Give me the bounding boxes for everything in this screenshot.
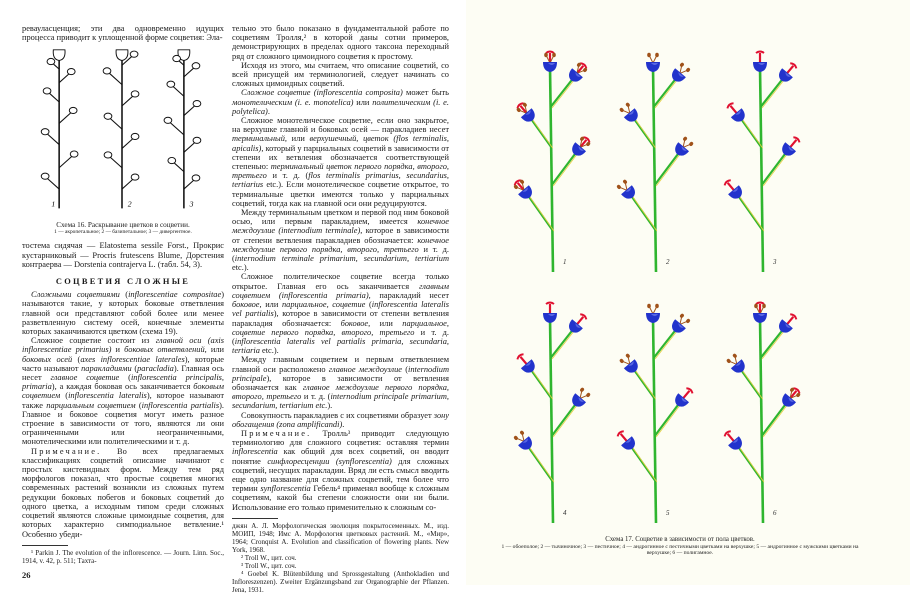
branch-stem [762, 153, 786, 185]
stigma-icon [756, 52, 764, 54]
text-run: и т. д. ( [232, 327, 450, 346]
flower-icon [779, 134, 803, 159]
footnote: ² Troll W., цит. соч. [241, 553, 297, 562]
anther-icon [544, 53, 548, 57]
text-run: etc.). [232, 263, 249, 273]
text-run: . [342, 419, 345, 429]
branch-highlight [740, 197, 764, 231]
branch-highlight [530, 197, 554, 231]
anther-icon [754, 304, 758, 308]
italic-term: терминальный [232, 134, 285, 144]
text-run: Сложное монотелическое соцветие, если оно закрытое, на верхушке главной и боковых осей — паракладиев несет [232, 116, 449, 135]
italic-term: inflorescentia [232, 447, 278, 457]
corolla-icon [621, 185, 638, 202]
text-run: ( [72, 354, 81, 364]
text-run: , который у парциальных соцветий в зависимости от степени их ветвления обозначается соответствующей степенью: [232, 143, 449, 172]
branch-highlight [762, 80, 784, 108]
anther-icon [619, 107, 625, 113]
italic-term: Сложными соцветиями [31, 290, 120, 300]
anther-icon [726, 358, 732, 364]
branch-stem [531, 370, 551, 398]
anther-icon [647, 53, 651, 57]
text-run: для сложных соцветий, несущих паракладии. Вряд ли есть смысл вводить еще одно название для сложных соцветий, тем более что термин [232, 456, 449, 494]
figure-label: 1 [563, 258, 567, 266]
scheme-16-legend: 1 — акропетальное; 2 — базипетальное; 3 — дивергентное. [54, 229, 192, 236]
footnote: ⁴ Goebel K. Blütenbildung und Sprossgestaltung (Anthokladien und Infloreszenzen). Zweiter Ergänzungsband zur Organographie der Pflanzen. Jena, 1931. [232, 569, 449, 594]
text-run: , паракладий несет [368, 290, 449, 300]
text-run: Гебель⁴ применял вообще к сложным соцветиям, какой бы степени сложности они ни были. Использование его только применительно к сложным со- [232, 484, 449, 512]
text-run: Во всех предлагаемых классификациях соцветий описание начинают с простых кистевидных форм. Между тем ряд морфологов показал, что простые соцветия многих современных растений возникли из сложных путем редукции боковых побегов и боковых соцветий до одного цветка, а исходным типом среди сложных соцветий являются сложные цимоидные соцветия, для которых характерно симподиальное ветвление.¹ Особенно убеди- [22, 446, 224, 539]
flower-icon [566, 311, 590, 336]
anther-icon [679, 313, 685, 319]
italic-term: internodium principale [232, 364, 449, 383]
left-footnotes [22, 549, 224, 565]
text-run: как общий для всех соцветий, он вводит понятие [232, 447, 449, 466]
flower-icon [669, 61, 692, 85]
branch-highlight [553, 405, 577, 437]
text-run: ( [119, 373, 131, 383]
main-stem [760, 318, 763, 523]
branch-stem [738, 196, 762, 230]
branch-stem [654, 79, 676, 107]
text-run: Тролль³ приводит следующую терминологию для сложного соцветия: оставляя термин [232, 428, 449, 448]
italic-term: главной оси (axis inflorescentiae primarius) [22, 336, 224, 355]
main-stem [653, 67, 656, 272]
anther-icon [519, 430, 525, 436]
flower-icon [514, 100, 538, 125]
branch-stem [634, 370, 654, 398]
text-run: , [446, 318, 449, 328]
branch-stem [738, 447, 762, 481]
text-run: Сложное соцветие состоит из [31, 336, 156, 346]
text-run: ( [135, 400, 142, 410]
footnote: джян А. Л. Морфологическая эволюция покрытосеменных. М., изд. МОИП, 1948; Имс А. Морфология цветковых растений. М., «Мир», 1964; Cronquist A. Evolution and classification of flowering plants. New York, 1968. [232, 521, 449, 554]
italic-term: Сложное соцветие (inflorescentia composita) [241, 88, 403, 98]
text-run: и т. д. ( [266, 171, 309, 181]
text-run: ), а каждая боковая ось заканчивается [51, 382, 194, 392]
branch-stem [654, 330, 676, 358]
text-run: , которое в зависимости от степени ветвления паракладиев обозначается: [232, 226, 449, 245]
branch-stem [552, 153, 576, 185]
branch-stem [634, 119, 654, 147]
pistil-icon [790, 140, 796, 148]
anther-icon [655, 304, 659, 308]
branch-highlight [763, 405, 787, 437]
after-figure-text: тостема сидячая — Elatostema sessile Forst., Прокрис кустарниковый — Procris frutescens Blume, Дорстения контраерва — Dorstenia contrajerva L. (табл. 54, 3). [22, 241, 224, 269]
branch-stem [528, 447, 552, 481]
main-stem [550, 67, 553, 272]
main-stem [550, 318, 553, 523]
italic-term: боковых ответвлений [124, 345, 205, 355]
anther-icon [552, 53, 556, 57]
italic-term: internodium principale primarium, secundarium, tertiarium etc. [232, 392, 449, 411]
text-run: Между главным соцветием и первым ответвлением главной оси расположено [232, 355, 449, 374]
italic-term: inflorescentia lateralis vel partialis [232, 300, 449, 319]
anther-icon [513, 435, 519, 441]
pistil-icon [728, 434, 734, 442]
stigma-icon [756, 303, 764, 305]
text-run: ). Главное и боковое соцветия могут иметь разное строение в зависимости от того, являются ли они ограниченными или неограниченными, монотелическими или полителическими и т. д. [22, 400, 225, 447]
anther-icon [682, 136, 688, 142]
branch-stem [551, 79, 573, 107]
italic-term: цветок (flos terminalis, apicalis) [232, 134, 449, 153]
branch-highlight [762, 331, 784, 359]
italic-term: конечное междоузлие первого порядка, второго, третьего [232, 235, 449, 254]
branch-stem [761, 330, 783, 358]
text-run: ), которое в зависимости от степени ветвления паракладия обозначается: [232, 309, 449, 328]
italic-term: боковое [232, 300, 260, 310]
italic-term: паракладиями [81, 363, 132, 373]
text-run: . [267, 106, 270, 116]
page-number: 26 [22, 569, 31, 580]
anther-icon [655, 53, 659, 57]
flower-icon [566, 60, 590, 85]
text-run: ) называются такие, у которых боковые ответвления главной оси представляют собой более или менее разветвленную систему осей, конечные элементы которых заканчиваются цветком (схема 19). [22, 290, 224, 337]
text-run: etc.). [259, 346, 279, 356]
italic-term: главным соцветием (inflorescentia primaria) [232, 281, 449, 300]
note-label: Примечание. [31, 446, 102, 456]
corolla-icon [731, 359, 748, 376]
branch-stem [551, 330, 573, 358]
text-run: ). [327, 401, 333, 411]
italic-term: inflorescentia principalis, primaria [22, 373, 224, 392]
italic-term: синфлоресценции (synflorescentia) [267, 456, 392, 466]
branch-stem [741, 119, 761, 147]
italic-term: полителическим (i. e. polytelica) [232, 97, 449, 116]
figure-label: 2 [666, 258, 670, 266]
anther-icon [732, 353, 738, 359]
italic-term: парциальным соцветием [46, 400, 136, 410]
text-run: тельно это было показано в фундаментальной работе по соцветиям Тролля,² в которой даны сотни примеров, демонстрирующих в пределах одного таксона переходный ряд от сложного цимоидного соцветия к простому. [232, 24, 449, 61]
anther-icon [619, 358, 625, 364]
italic-term: flos terminalis primarius, secundarius, tertiarius [232, 171, 449, 190]
flower-icon [753, 52, 767, 73]
pistil-icon [577, 317, 583, 325]
flower-icon [669, 312, 692, 336]
branch-stem [741, 370, 761, 398]
figure-label: 6 [773, 509, 777, 517]
italic-term: боковых осей [22, 354, 73, 364]
branch-stem [762, 404, 786, 436]
footnote: ¹ Parkin J. The evolution of the inflorescence. — Journ. Linn. Soc., 1914, v. 42, p. 511; Тахта- [22, 548, 224, 565]
pistil-icon [728, 183, 734, 191]
anther-icon [647, 304, 651, 308]
italic-term: главное соцветие [50, 373, 120, 383]
corolla-icon [624, 359, 641, 376]
flower-icon [776, 60, 800, 85]
text-run: может быть [402, 88, 449, 98]
pistil-icon [787, 317, 793, 325]
flower-icon [511, 177, 535, 202]
flower-icon [646, 304, 660, 323]
branch-highlight [552, 80, 574, 108]
scheme-16-caption: Схема 16. Раскрывание цветков в соцветии. [56, 221, 190, 230]
flower-icon [569, 386, 592, 410]
anther-icon [622, 179, 628, 185]
branch-stem [655, 404, 679, 436]
text-run: , или [284, 134, 310, 144]
branch-highlight [633, 448, 657, 482]
text-run: Исходя из этого, мы считаем, что описание соцветий, со всей присущей им терминологией, следует начинать со сложных цимоидных соцветий. [232, 60, 449, 89]
italic-term: inflorescentia partialis [141, 400, 220, 410]
italic-term: конечное междоузлие (internodium terminale) [232, 217, 449, 236]
flower-icon [618, 352, 641, 376]
flower-icon [514, 351, 538, 376]
anther-icon [679, 62, 685, 68]
branch-highlight [740, 448, 764, 482]
note-label: Примечание. [241, 428, 312, 438]
flower-icon [512, 429, 535, 453]
pistil-icon [520, 357, 526, 365]
flower-icon [618, 101, 641, 125]
stigma-icon [546, 303, 554, 305]
text-run: ( [119, 290, 129, 300]
italic-term: парциальное [402, 318, 447, 328]
flower-icon [721, 177, 745, 202]
corolla-icon [624, 108, 641, 125]
text-run: ( [401, 364, 409, 374]
branch-highlight [656, 405, 680, 437]
italic-term: inflorescentia lateralis vel partialis primaria, secundaria, tertiaria [232, 336, 449, 356]
branch-stem [528, 196, 552, 230]
text-run: , или [204, 345, 225, 355]
figure-label: 3 [773, 258, 777, 266]
text-run: ( [131, 363, 138, 373]
pistil-icon [621, 434, 627, 442]
figure-label: 1 [51, 199, 56, 209]
branch-stem [631, 196, 655, 230]
text-run: Между терминальным цветком и первой под ним боковой осью, или первым паракладием, имеется [232, 208, 449, 227]
scheme-17-caption-block [470, 536, 890, 556]
italic-term: соцветие первого порядка, второго, третьего [232, 327, 415, 337]
branch-highlight [530, 448, 554, 482]
pistil-icon [683, 391, 689, 399]
text-run: , [356, 134, 364, 144]
main-stem [760, 67, 763, 272]
anther-icon [762, 304, 766, 308]
branch-stem [531, 119, 551, 147]
figure-label: 3 [189, 199, 194, 209]
italic-term: главное междоузлие [328, 364, 402, 374]
flower-icon [672, 385, 696, 410]
italic-term: inflorescentia lateralis [68, 391, 147, 401]
italic-term: internodium terminale primarium, secundarium, tertiarium [234, 254, 449, 264]
flower-icon [779, 385, 803, 410]
text-run: , или [259, 300, 282, 310]
corolla-icon [518, 436, 535, 453]
text-run: ( [60, 391, 69, 401]
text-run: etc.). Если монотелическое соцветие открытое, то терминальные цветки имеются только у парциальных соцветий, тогда как на главной оси они редуцируются. [232, 180, 449, 208]
branch-stem [761, 79, 783, 107]
flower-icon [543, 52, 557, 73]
flower-icon [672, 135, 695, 159]
text-run: или [353, 97, 373, 107]
italic-term: верхушечный [309, 134, 357, 144]
italic-term: терминальный цветок первого порядка, второго, третьего [232, 162, 449, 181]
main-stem [653, 318, 656, 523]
text-run: ). Главная ось несет [22, 363, 224, 383]
italic-term: зону обогащения (zona amplificandi) [232, 410, 449, 429]
branch-highlight [633, 197, 657, 231]
scheme-17-legend: 1 — обоеполое; 2 — тычиночное; 3 — пестичное; 4 — андрогинное с пестичными цветками на верхушке; 5 — андрогинное с мужскими цветками на верхушке; 6 — полигамное. [501, 544, 859, 556]
text-run: ), которое называют также [22, 391, 224, 410]
italic-term: главное междоузлие первого порядка, второго, третьего [232, 382, 449, 402]
branch-highlight [552, 331, 574, 359]
anther-icon [579, 387, 585, 393]
flower-icon [646, 53, 660, 72]
anther-icon [625, 102, 631, 108]
text-run: ( [365, 300, 372, 310]
anther-icon [688, 141, 694, 147]
anther-icon [625, 353, 631, 359]
figure-label: 2 [127, 199, 132, 209]
branch-stem [552, 404, 576, 436]
flower-icon [543, 303, 557, 324]
flower-icon [721, 428, 745, 453]
text-run: ), которое в зависимости от ветвления обозначается как [232, 373, 449, 392]
branch-highlight [656, 154, 680, 186]
stigma-icon [546, 52, 554, 54]
scheme-17-caption: Схема 17. Соцветие в зависимости от пола цветков. [605, 536, 755, 543]
flower-icon [615, 178, 638, 202]
figure-label: 4 [563, 509, 567, 517]
italic-term: paracladia [137, 363, 174, 373]
italic-term: боковое [340, 318, 369, 328]
section-heading: СОЦВЕТИЯ СЛОЖНЫЕ [55, 277, 191, 287]
branch-highlight [553, 154, 577, 186]
intro-text: ревауласценция; эти два одновременно идущих процесса приводит к уплощенной форме соцветия: Эла- [22, 24, 224, 43]
flower-icon [614, 428, 638, 453]
italic-term: боковым соцветием [22, 382, 224, 401]
branch-stem [655, 153, 679, 185]
branch-stem [631, 447, 655, 481]
flower-icon [569, 134, 593, 159]
footnote-divider [22, 545, 68, 546]
anther-icon [585, 392, 591, 398]
italic-term: монотелическим (i. e. monotelica) [232, 97, 354, 107]
text-run: и т. д. ( [232, 244, 449, 264]
pistil-icon [730, 106, 736, 114]
text-run: Сложное полителическое соцветие всегда только открытое. Главная его ось заканчивается [232, 272, 449, 291]
flower-icon [776, 311, 800, 336]
anther-icon [685, 67, 691, 73]
anther-icon [616, 184, 622, 190]
flower-icon [725, 352, 748, 376]
text-run: Совокупность паракладиев с их соцветиями образует [241, 410, 434, 420]
footnote: ³ Troll W., цит. соч. [241, 561, 297, 570]
text-run: ), которые часто называют [22, 354, 224, 373]
italic-term: synflorescentia [260, 484, 311, 494]
figure-label: 5 [666, 509, 670, 517]
flower-icon [753, 303, 767, 324]
branch-highlight [655, 80, 677, 108]
branch-highlight [763, 154, 787, 186]
italic-term: парциальное, соцветие [281, 300, 366, 310]
pistil-icon [787, 66, 793, 74]
flower-icon [724, 100, 748, 125]
italic-term: axes inflorescentiae laterales [80, 354, 185, 364]
anther-icon [685, 318, 691, 324]
text-run: и т. д. ( [301, 392, 331, 402]
branch-highlight [655, 331, 677, 359]
italic-term: inflorescentiae compositae [128, 290, 222, 300]
text-run: , или [368, 318, 403, 328]
text-run: и [111, 345, 125, 355]
